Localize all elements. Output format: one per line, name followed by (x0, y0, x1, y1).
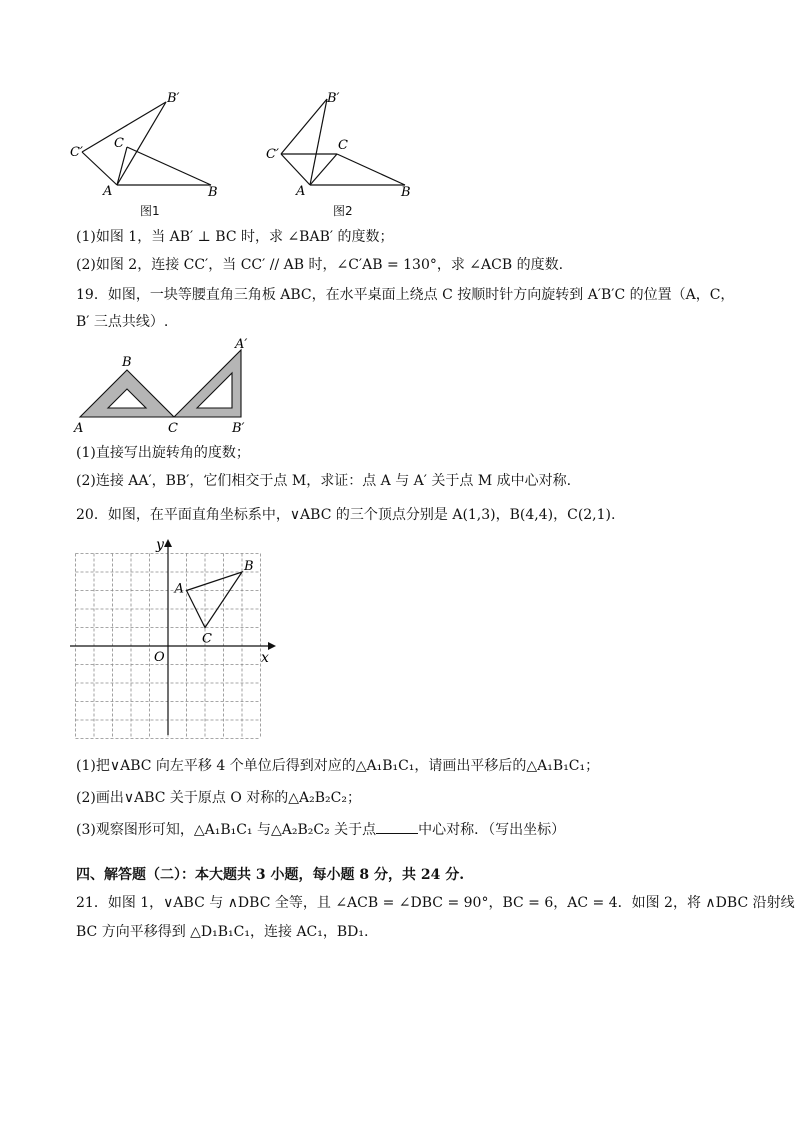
q19-figure (70, 337, 270, 437)
fig2-label-c: C (338, 138, 348, 153)
x-axis-arrow (268, 642, 276, 650)
q19-label-a: A (74, 421, 84, 436)
q18-part1: (1)如图 1，当 AB′ ⊥ BC 时，求 ∠BAB′ 的度数； (76, 229, 394, 245)
q19-part1: (1)直接写出旋转角的度数； (76, 445, 250, 461)
point-label-a: A (174, 581, 184, 597)
fig1-label-b: B (208, 185, 218, 200)
section-heading: 四、解答题（二）：本大题共 3 小题，每小题 8 分，共 24 分. (76, 867, 465, 883)
fig1-label-a: A (103, 184, 113, 199)
q20-part3-text-b: 中心对称．（写出坐标） (418, 822, 566, 838)
fig2-caption: 图2 (333, 204, 353, 218)
q19-label-a-prime: A′ (235, 337, 248, 352)
q19-label-c: C (168, 421, 178, 436)
figure-2 (265, 91, 415, 200)
fig1-label-c: C (114, 136, 124, 151)
fig2-label-c-prime: C′ (266, 147, 279, 162)
point-label-b: B (244, 559, 254, 574)
triangle-abc (187, 572, 243, 628)
fig1-label-b-prime: B′ (167, 91, 180, 106)
coordinate-grid-figure (60, 535, 290, 745)
axis-label-x: x (261, 650, 269, 666)
origin-label: O (154, 650, 165, 665)
q19-label-b-prime: B′ (232, 421, 245, 436)
fig1-caption: 图1 (140, 204, 160, 218)
q19-stem-line1: 19．如图，一块等腰直角三角板 ABC，在水平桌面上绕点 C 按顺时针方向旋转到 A′B′C 的位置（A，C， (76, 287, 735, 303)
q20-part2: (2)画出∨ABC 关于原点 O 对称的△A₂B₂C₂； (76, 790, 361, 806)
fig2-label-b: B (401, 185, 411, 200)
fig2-label-a: A (296, 184, 306, 199)
q20-stem: 20．如图，在平面直角坐标系中，∨ABC 的三个顶点分别是 A(1,3)，B(4,4)，C(2,1). (76, 507, 616, 523)
q21-line1: 21．如图 1，∨ABC 与 ∧DBC 全等，且 ∠ACB = ∠DBC = 90°，BC = 6，AC = 4．如图 2，将 ∧DBC 沿射线 (76, 895, 795, 911)
fig2-label-b-prime: B′ (327, 91, 340, 106)
q21-line2: BC 方向平移得到 △D₁B₁C₁，连接 AC₁，BD₁. (76, 924, 369, 940)
figure-1 (70, 91, 220, 200)
answer-blank[interactable] (376, 821, 418, 834)
fig1-label-c-prime: C′ (70, 145, 83, 160)
point-label-c: C (202, 631, 212, 647)
q20-part3 (76, 821, 565, 839)
q19-part2: (2)连接 AA′，BB′，它们相交于点 M，求证：点 A 与 A′ 关于点 M 成中心对称. (76, 473, 572, 489)
q19-label-b: B (122, 355, 132, 370)
q18-part2: (2)如图 2，连接 CC′，当 CC′ // AB 时，∠C′AB = 130°，求 ∠ACB 的度数. (76, 257, 564, 273)
q20-part1: (1)把∨ABC 向左平移 4 个单位后得到对应的△A₁B₁C₁，请画出平移后的△A₁B₁C₁； (76, 758, 600, 774)
axis-label-y: y (156, 537, 164, 553)
q19-stem-line2: B′ 三点共线）. (76, 314, 169, 330)
q20-part3-text-a: (3)观察图形可知，△A₁B₁C₁ 与△A₂B₂C₂ 关于点 (76, 822, 377, 838)
y-axis-arrow (164, 539, 172, 547)
